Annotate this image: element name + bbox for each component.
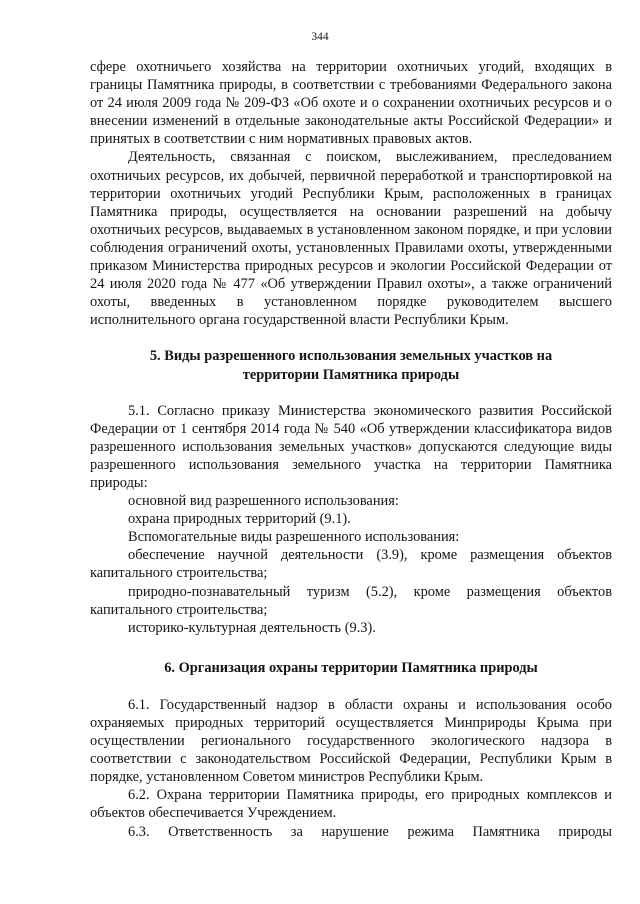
last-line-word: за bbox=[290, 823, 303, 840]
intro-paragraph-2: Деятельность, связанная с поиском, выслеживанием, преследованием охотничьих ресурсов, их добычей, первичной переработкой и транспортировкой на территории охотничьих угодий Республики Крым, расположенных в границах Памятника природы, осуществляется на основании разрешений на добычу охотничьих ресурсов, выдаваемых в установленном законом порядке, и при условии соблюдения ограничений охоты, установленных Правилами охоты, утвержденными приказом Министерства природных ресурсов и экологии Российской Федерации от 24 июля 2020 года № 477 «Об утверждении Правил охоты», а также ограничений охоты, введенных в установленном порядке руководителем высшего исполнительного органа государственной власти Республики Крым. bbox=[90, 149, 612, 329]
section-5-paragraph-2: основной вид разрешенного использования: bbox=[128, 493, 399, 510]
section-5-paragraph-4: Вспомогательные виды разрешенного использования: bbox=[128, 529, 460, 546]
section-5-paragraph-3: охрана природных территорий (9.1). bbox=[128, 511, 351, 528]
intro-paragraph-1: сфере охотничьего хозяйства на территории охотничьих угодий, входящих в границы Памятника природы, в соответствии с требованиями Федерального закона от 24 июля 2009 года № 209-ФЗ «Об охоте и о сохранении охотничьих ресурсов и о внесении изменений в отдельные законодательные акты Российской Федерации» и принятых в соответствии с ним нормативных правовых актов. bbox=[90, 59, 612, 148]
last-line-word: режима bbox=[407, 823, 455, 840]
section-6-paragraph-1: 6.1. Государственный надзор в области охраны и использования особо охраняемых природных территорий осуществляется Минприроды Крыма при осуществлении регионального государственного экологического надзора в соответствии с законодательством Российской Федерации, Республики Крым в порядке, установленном Советом министров Республики Крым. bbox=[90, 696, 612, 786]
page-number: 344 bbox=[311, 31, 329, 43]
document-body bbox=[90, 58, 612, 841]
section-5-paragraph-6: природно-познавательный туризм (5.2), кроме размещения объектов капитального строительства; bbox=[90, 583, 612, 618]
last-line-word: нарушение bbox=[321, 823, 389, 840]
last-line-word: Ответственность bbox=[168, 823, 273, 840]
section-5-paragraph-1: 5.1. Согласно приказу Министерства экономического развития Российской Федерации от 1 сентября 2014 года № 540 «Об утверждении классификатора видов разрешенного использования земельных участков» допускаются следующие виды разрешенного использования земельного участка на территории Памятника природы: bbox=[90, 402, 612, 491]
section-6-paragraph-2: 6.2. Охрана территории Памятника природы, его природных комплексов и объектов обеспечивается Учреждением. bbox=[90, 787, 612, 822]
section-6-title: 6. Организация охраны территории Памятника природы bbox=[164, 659, 538, 676]
last-line-word: природы bbox=[558, 823, 612, 840]
section-6-paragraph-3-first-line bbox=[90, 823, 612, 841]
last-line-word: 6.3. bbox=[128, 823, 150, 840]
section-5-paragraph-7: историко-культурная деятельность (9.3). bbox=[128, 619, 376, 636]
section-5-title-line-1: 5. Виды разрешенного использования земельных участков на bbox=[149, 348, 553, 365]
section-5-title-line-2: территории Памятника природы bbox=[242, 366, 460, 383]
section-5-paragraph-5: обеспечение научной деятельности (3.9), кроме размещения объектов капитального строительства; bbox=[90, 547, 612, 582]
last-line-word: Памятника bbox=[472, 823, 540, 840]
